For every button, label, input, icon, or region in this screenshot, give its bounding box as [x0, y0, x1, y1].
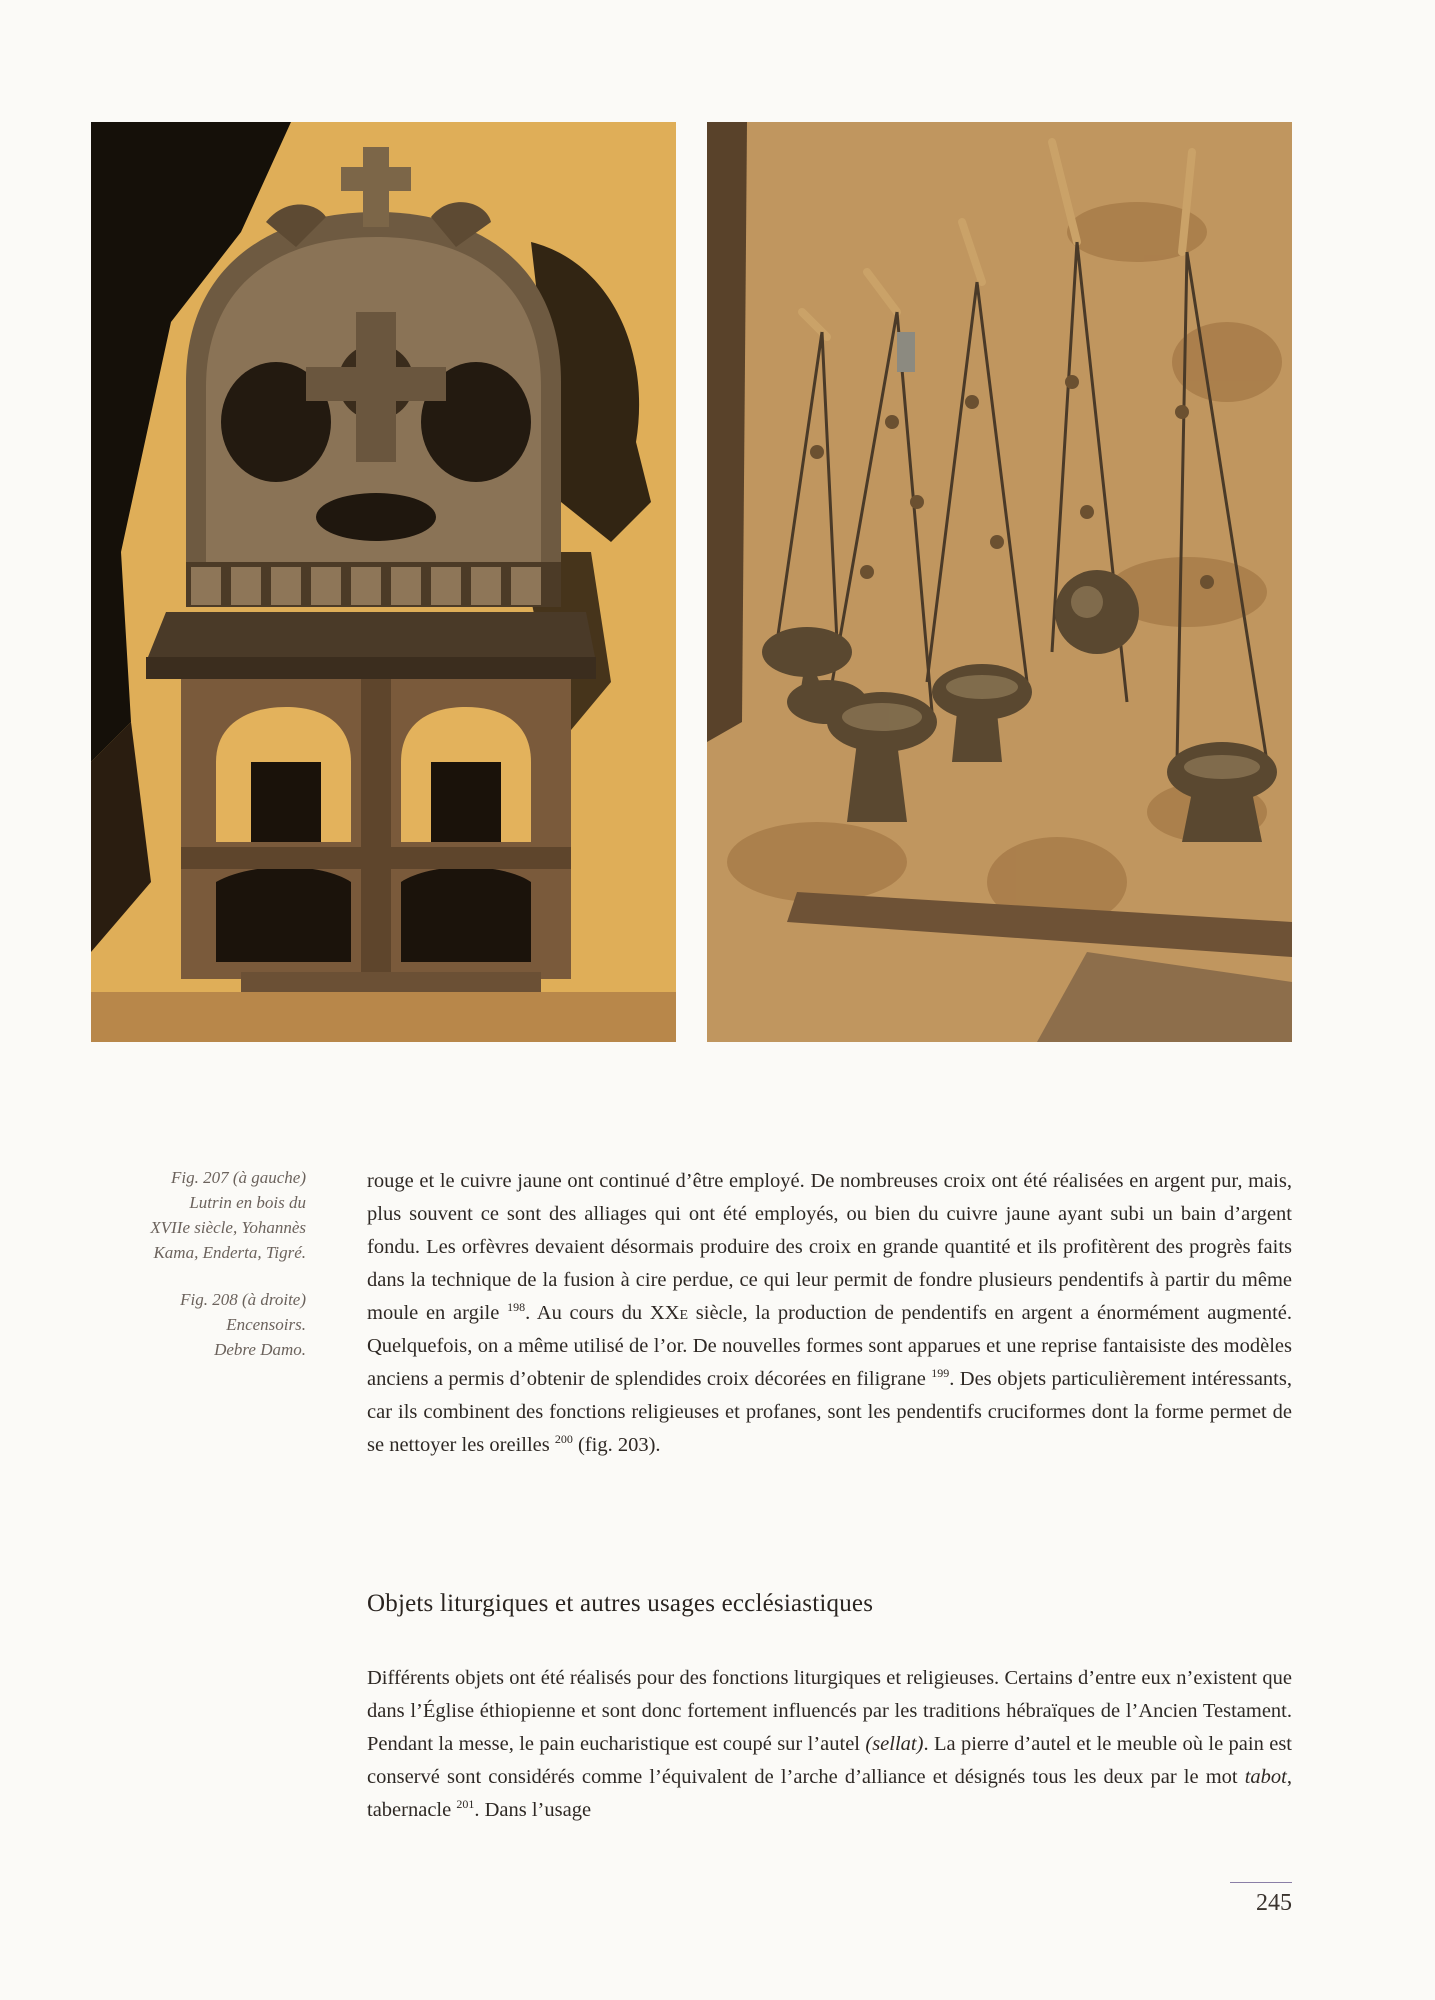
folio-rule: [1230, 1882, 1292, 1883]
body-paragraph-2: Différents objets ont été réalisés pour des fonctions liturgiques et religieuses. Certains d’entre eux n’existent que dans l’Église éthiopienne et sont donc fortement influencés par les traditions hébraïques de l’Ancien Testament. Pendant la messe, le pain eucharistique est coupé sur l’autel (sellat). La pierre d’autel et le meuble où le pain est conservé sont considérés comme l’équivalent de l’arche d’alliance et désignés tous les deux par le mot tabot, tabernacle $^{201}$. Dans l’usage: [367, 1667, 1292, 1821]
section-heading: Objets liturgiques et autres usages ecclésiastiques: [367, 1590, 874, 1617]
page-number: 245: [1256, 1890, 1292, 1916]
caption-line: Lutrin en bois du: [189, 1193, 306, 1212]
caption-fig-207: [110, 1165, 306, 1265]
caption-line: Kama, Enderta, Tigré.: [153, 1243, 306, 1262]
footnote-ref-200[interactable]: 200: [554, 1432, 573, 1446]
caption-line: Debre Damo.: [214, 1340, 306, 1359]
figure-captions: [110, 1165, 306, 1384]
caption-line: Fig. 207 (à gauche): [170, 1168, 306, 1187]
caption-line: XVIIe siècle, Yohannès: [150, 1218, 306, 1237]
footnote-ref-198[interactable]: 198: [507, 1300, 526, 1314]
footnote-ref-199[interactable]: 199: [931, 1366, 950, 1380]
body-paragraph-1: rouge et le cuivre jaune ont continué d’être employé. De nombreuses croix ont été réalisées en argent pur, mais, plus souvent ce sont des alliages qui ont été employés, ou bien du cuivre jaune ayant subi un bain d’argent fondu. Les orfèvres devaient désormais produire des croix en grande quantité et ils profitèrent des progrès faits dans la technique de la fusion à cire perdue, ce qui leur permit de fondre plusieurs pendentifs à partir du même moule en argile $^{198}$. Au cours du XXe siècle, la production de pendentifs en argent a énormément augmenté. Quelquefois, on a même utilisé de l’or. De nouvelles formes sont apparues et une reprise fantaisiste des modèles anciens a permis d’obtenir de splendides croix décorées en filigrane $^{199}$. Des objets particulièrement intéressants, car ils combinent des fonctions religieuses et profanes, sont les pendentifs cruciformes dont la forme permet de se nettoyer les oreilles $^{200}$ (fig. 203).: [367, 1170, 1293, 1456]
caption-line: Fig. 208 (à droite): [180, 1290, 306, 1309]
caption-line: Encensoirs.: [226, 1315, 306, 1334]
footnote-ref-201[interactable]: 201: [456, 1797, 475, 1811]
figure-208-censers-photo: [707, 122, 1292, 1042]
figure-207-lectern-photo: [91, 122, 676, 1042]
caption-fig-208: [110, 1287, 306, 1362]
